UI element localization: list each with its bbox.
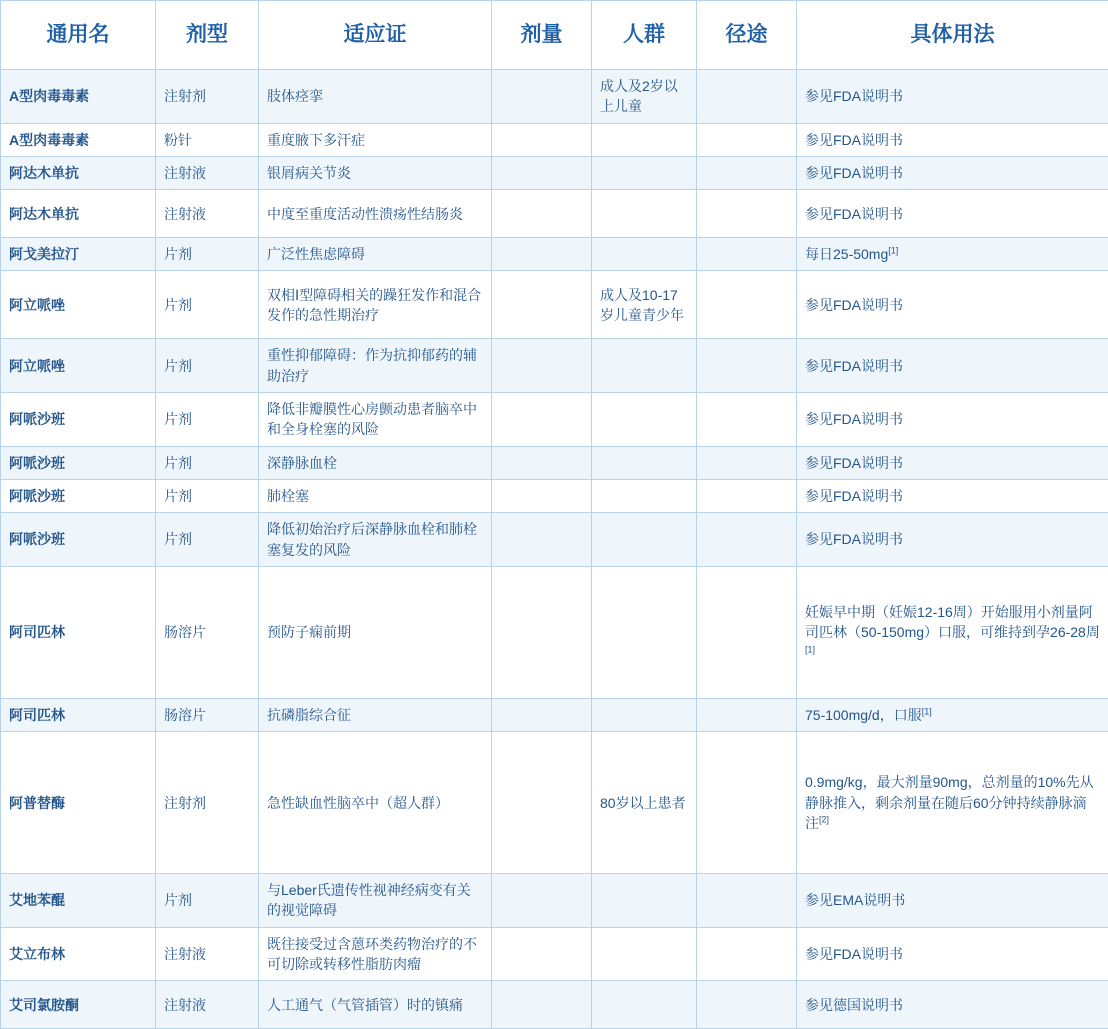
cell-usage: 0.9mg/kg，最大剂量90mg，总剂量的10%先从静脉推入，剩余剂量在随后60分钟持续静脉滴注[2]: [797, 732, 1108, 874]
cell-route: [697, 513, 797, 567]
cell-dose: [492, 732, 592, 874]
cell-route: [697, 271, 797, 339]
cell-dosage-form: 片剂: [156, 393, 259, 447]
cell-indication: 降低非瓣膜性心房颤动患者脑卒中和全身栓塞的风险: [259, 393, 492, 447]
cell-usage: 每日25-50mg[1]: [797, 238, 1108, 271]
cell-usage: 参见FDA说明书: [797, 271, 1108, 339]
cell-generic-name: 阿哌沙班: [1, 446, 156, 479]
cell-dose: [492, 479, 592, 512]
column-header-usage: 具体用法: [797, 1, 1108, 70]
cell-usage: 参见FDA说明书: [797, 479, 1108, 512]
table-row: [1, 156, 1108, 189]
cell-generic-name: 阿哌沙班: [1, 393, 156, 447]
cell-population: [592, 190, 697, 238]
cell-route: [697, 732, 797, 874]
cell-generic-name: 阿哌沙班: [1, 513, 156, 567]
cell-indication: 重度腋下多汗症: [259, 123, 492, 156]
cell-usage: 参见FDA说明书: [797, 393, 1108, 447]
cell-usage: 参见FDA说明书: [797, 513, 1108, 567]
cell-dosage-form: 片剂: [156, 874, 259, 928]
cell-dosage-form: 肠溶片: [156, 566, 259, 698]
table-header-row: [1, 1, 1108, 70]
cell-dose: [492, 339, 592, 393]
cell-generic-name: 阿哌沙班: [1, 479, 156, 512]
table-header: [1, 1, 1108, 70]
table-row: [1, 339, 1108, 393]
cell-population: 成人及10-17岁儿童青少年: [592, 271, 697, 339]
cell-population: [592, 156, 697, 189]
cell-usage: 参见FDA说明书: [797, 70, 1108, 124]
table-row: [1, 70, 1108, 124]
cell-population: [592, 339, 697, 393]
cell-dose: [492, 271, 592, 339]
cell-dose: [492, 698, 592, 731]
cell-generic-name: 阿达木单抗: [1, 156, 156, 189]
table-row: [1, 513, 1108, 567]
cell-dose: [492, 446, 592, 479]
cell-dosage-form: 注射液: [156, 190, 259, 238]
cell-population: [592, 874, 697, 928]
cell-dosage-form: 注射液: [156, 927, 259, 981]
column-header-indication: 适应证: [259, 1, 492, 70]
table-row: [1, 566, 1108, 698]
cell-population: [592, 698, 697, 731]
cell-dose: [492, 927, 592, 981]
cell-indication: 与Leber氏遗传性视神经病变有关的视觉障碍: [259, 874, 492, 928]
cell-route: [697, 70, 797, 124]
cell-dosage-form: 注射剂: [156, 70, 259, 124]
cell-indication: 既往接受过含蒽环类药物治疗的不可切除或转移性脂肪肉瘤: [259, 927, 492, 981]
table-row: [1, 123, 1108, 156]
cell-dosage-form: 肠溶片: [156, 698, 259, 731]
cell-indication: 广泛性焦虑障碍: [259, 238, 492, 271]
cell-dose: [492, 513, 592, 567]
cell-usage: 妊娠早中期（妊娠12-16周）开始服用小剂量阿司匹林（50-150mg）口服，可维持到孕26-28周[1]: [797, 566, 1108, 698]
cell-dose: [492, 123, 592, 156]
cell-population: [592, 123, 697, 156]
cell-generic-name: A型肉毒毒素: [1, 70, 156, 124]
cell-usage: 参见FDA说明书: [797, 156, 1108, 189]
cell-population: [592, 566, 697, 698]
table-row: [1, 479, 1108, 512]
cell-indication: 双相Ⅰ型障碍相关的躁狂发作和混合发作的急性期治疗: [259, 271, 492, 339]
cell-dose: [492, 70, 592, 124]
cell-indication: 降低初始治疗后深静脉血栓和肺栓塞复发的风险: [259, 513, 492, 567]
cell-route: [697, 446, 797, 479]
column-header-route: 径途: [697, 1, 797, 70]
column-header-dosage-form: 剂型: [156, 1, 259, 70]
table-row: [1, 446, 1108, 479]
cell-dosage-form: 片剂: [156, 446, 259, 479]
cell-usage: 参见EMA说明书: [797, 874, 1108, 928]
table-row: [1, 238, 1108, 271]
cell-route: [697, 479, 797, 512]
cell-usage: 参见德国说明书: [797, 981, 1108, 1029]
cell-dosage-form: 注射剂: [156, 732, 259, 874]
cell-dose: [492, 156, 592, 189]
cell-population: [592, 513, 697, 567]
cell-route: [697, 123, 797, 156]
cell-route: [697, 393, 797, 447]
cell-dosage-form: 注射液: [156, 981, 259, 1029]
cell-generic-name: 艾立布林: [1, 927, 156, 981]
cell-indication: 深静脉血栓: [259, 446, 492, 479]
cell-dosage-form: 片剂: [156, 513, 259, 567]
cell-generic-name: 阿普替酶: [1, 732, 156, 874]
cell-population: [592, 393, 697, 447]
cell-usage: 参见FDA说明书: [797, 123, 1108, 156]
table-row: [1, 927, 1108, 981]
cell-indication: 急性缺血性脑卒中（超人群）: [259, 732, 492, 874]
cell-indication: 肺栓塞: [259, 479, 492, 512]
cell-route: [697, 927, 797, 981]
cell-dosage-form: 片剂: [156, 238, 259, 271]
cell-route: [697, 698, 797, 731]
cell-route: [697, 156, 797, 189]
cell-route: [697, 874, 797, 928]
table-body: [1, 70, 1108, 1029]
cell-population: [592, 927, 697, 981]
table-row: [1, 393, 1108, 447]
cell-dosage-form: 粉针: [156, 123, 259, 156]
cell-dose: [492, 238, 592, 271]
cell-dose: [492, 190, 592, 238]
cell-population: [592, 479, 697, 512]
cell-generic-name: 阿戈美拉汀: [1, 238, 156, 271]
cell-generic-name: 阿司匹林: [1, 566, 156, 698]
cell-usage: 参见FDA说明书: [797, 446, 1108, 479]
table-row: [1, 271, 1108, 339]
column-header-generic-name: 通用名: [1, 1, 156, 70]
cell-route: [697, 981, 797, 1029]
cell-route: [697, 190, 797, 238]
cell-indication: 人工通气（气管插管）时的镇痛: [259, 981, 492, 1029]
cell-route: [697, 566, 797, 698]
cell-dosage-form: 片剂: [156, 271, 259, 339]
table-row: [1, 190, 1108, 238]
cell-indication: 抗磷脂综合征: [259, 698, 492, 731]
cell-dosage-form: 注射液: [156, 156, 259, 189]
table-row: [1, 732, 1108, 874]
cell-generic-name: 阿立哌唑: [1, 339, 156, 393]
cell-dose: [492, 981, 592, 1029]
cell-dose: [492, 566, 592, 698]
column-header-dose: 剂量: [492, 1, 592, 70]
cell-population: 80岁以上患者: [592, 732, 697, 874]
cell-usage: 参见FDA说明书: [797, 927, 1108, 981]
table-row: [1, 981, 1108, 1029]
table-row: [1, 698, 1108, 731]
table-row: [1, 874, 1108, 928]
cell-generic-name: 阿司匹林: [1, 698, 156, 731]
cell-generic-name: A型肉毒毒素: [1, 123, 156, 156]
cell-usage: 参见FDA说明书: [797, 339, 1108, 393]
cell-generic-name: 艾司氯胺酮: [1, 981, 156, 1029]
cell-generic-name: 阿立哌唑: [1, 271, 156, 339]
cell-route: [697, 238, 797, 271]
cell-population: [592, 981, 697, 1029]
cell-dosage-form: 片剂: [156, 339, 259, 393]
cell-usage: 75-100mg/d，口服[1]: [797, 698, 1108, 731]
cell-indication: 银屑病关节炎: [259, 156, 492, 189]
cell-indication: 肢体痉挛: [259, 70, 492, 124]
cell-generic-name: 阿达木单抗: [1, 190, 156, 238]
cell-population: [592, 238, 697, 271]
cell-indication: 中度至重度活动性溃疡性结肠炎: [259, 190, 492, 238]
cell-indication: 重性抑郁障碍：作为抗抑郁药的辅助治疗: [259, 339, 492, 393]
cell-usage: 参见FDA说明书: [797, 190, 1108, 238]
cell-dosage-form: 片剂: [156, 479, 259, 512]
cell-population: 成人及2岁以上儿童: [592, 70, 697, 124]
column-header-population: 人群: [592, 1, 697, 70]
cell-route: [697, 339, 797, 393]
cell-population: [592, 446, 697, 479]
cell-indication: 预防子痫前期: [259, 566, 492, 698]
cell-generic-name: 艾地苯醌: [1, 874, 156, 928]
cell-dose: [492, 393, 592, 447]
cell-dose: [492, 874, 592, 928]
